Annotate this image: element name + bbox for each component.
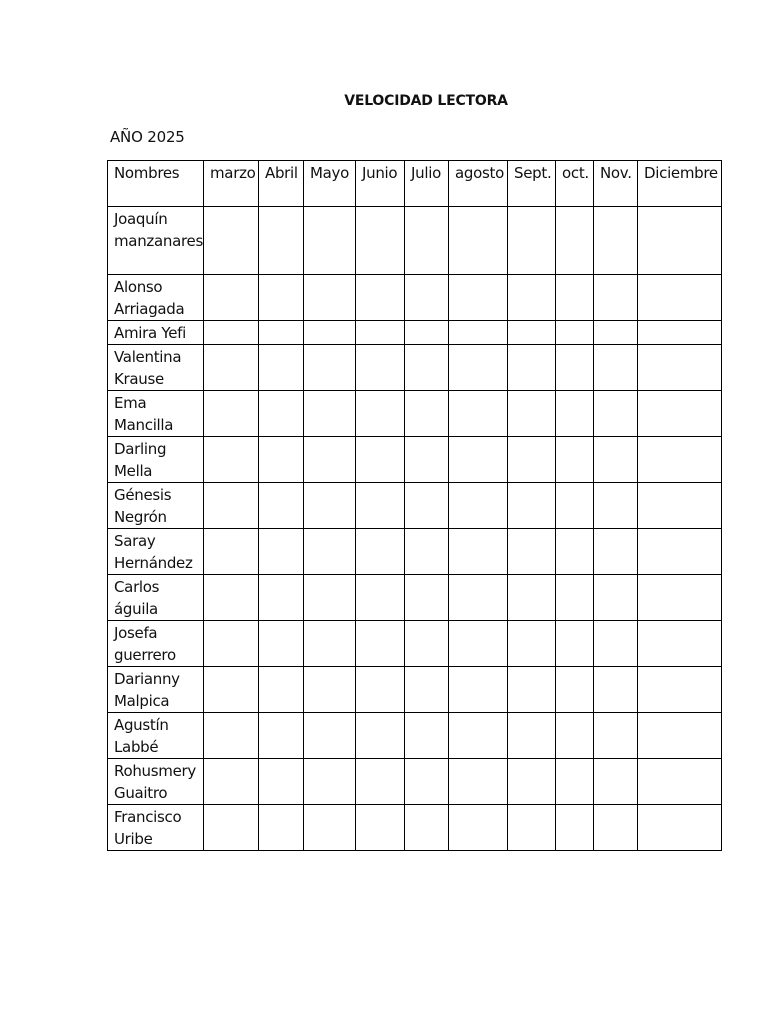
score-cell[interactable]: [204, 437, 259, 483]
score-cell[interactable]: [556, 321, 594, 345]
document-title: VELOCIDAD LECTORA: [344, 93, 508, 109]
score-cell[interactable]: [449, 713, 508, 759]
score-cell[interactable]: [405, 529, 449, 575]
score-cell[interactable]: [259, 621, 304, 667]
student-name-cell: Ema Mancilla: [108, 391, 204, 437]
student-name-cell: Génesis Negrón: [108, 483, 204, 529]
score-cell[interactable]: [556, 345, 594, 391]
score-cell[interactable]: [259, 667, 304, 713]
score-cell[interactable]: [356, 805, 405, 851]
table-row: [108, 805, 722, 851]
score-cell[interactable]: [356, 529, 405, 575]
score-cell[interactable]: [356, 575, 405, 621]
score-cell[interactable]: [638, 667, 722, 713]
score-cell[interactable]: [508, 805, 556, 851]
score-cell[interactable]: [508, 391, 556, 437]
score-cell[interactable]: [638, 321, 722, 345]
table-row: [108, 759, 722, 805]
score-cell[interactable]: [356, 207, 405, 275]
student-name-cell: Josefa guerrero: [108, 621, 204, 667]
score-cell[interactable]: [449, 483, 508, 529]
header-cell-agosto: agosto: [449, 161, 508, 207]
score-cell[interactable]: [204, 345, 259, 391]
table-row: [108, 621, 722, 667]
score-cell[interactable]: [405, 321, 449, 345]
score-cell[interactable]: [204, 391, 259, 437]
score-cell[interactable]: [594, 805, 638, 851]
score-cell[interactable]: [356, 391, 405, 437]
score-cell[interactable]: [405, 759, 449, 805]
score-cell[interactable]: [556, 207, 594, 275]
table-row: [108, 321, 722, 345]
score-cell[interactable]: [304, 345, 356, 391]
score-cell[interactable]: [304, 713, 356, 759]
score-cell[interactable]: [508, 575, 556, 621]
score-cell[interactable]: [449, 207, 508, 275]
score-cell[interactable]: [508, 483, 556, 529]
header-row: [108, 161, 722, 207]
score-cell[interactable]: [638, 391, 722, 437]
score-cell[interactable]: [259, 529, 304, 575]
score-cell[interactable]: [405, 275, 449, 321]
score-cell[interactable]: [204, 575, 259, 621]
score-cell[interactable]: [594, 575, 638, 621]
score-cell[interactable]: [449, 275, 508, 321]
score-cell[interactable]: [508, 437, 556, 483]
score-cell[interactable]: [556, 713, 594, 759]
score-cell[interactable]: [259, 483, 304, 529]
score-cell[interactable]: [508, 713, 556, 759]
score-cell[interactable]: [304, 575, 356, 621]
score-cell[interactable]: [556, 391, 594, 437]
score-cell[interactable]: [556, 483, 594, 529]
score-cell[interactable]: [304, 667, 356, 713]
score-cell[interactable]: [259, 345, 304, 391]
header-cell-abril: Abril: [259, 161, 304, 207]
score-cell[interactable]: [449, 391, 508, 437]
score-cell[interactable]: [356, 667, 405, 713]
score-cell[interactable]: [449, 321, 508, 345]
score-cell[interactable]: [405, 575, 449, 621]
student-name-cell: Rohusmery Guaitro: [108, 759, 204, 805]
student-name-cell: Darling Mella: [108, 437, 204, 483]
table-row: [108, 345, 722, 391]
score-cell[interactable]: [449, 805, 508, 851]
score-cell[interactable]: [508, 621, 556, 667]
score-cell[interactable]: [449, 345, 508, 391]
score-cell[interactable]: [405, 391, 449, 437]
table-row: [108, 529, 722, 575]
score-cell[interactable]: [356, 437, 405, 483]
score-cell[interactable]: [304, 529, 356, 575]
score-cell[interactable]: [304, 621, 356, 667]
score-cell[interactable]: [556, 529, 594, 575]
student-name-cell: Amira Yefi: [108, 321, 204, 345]
student-name-cell: Saray Hernández: [108, 529, 204, 575]
score-cell[interactable]: [556, 575, 594, 621]
score-cell[interactable]: [405, 483, 449, 529]
table-row: [108, 437, 722, 483]
score-cell[interactable]: [304, 391, 356, 437]
score-cell[interactable]: [594, 529, 638, 575]
score-cell[interactable]: [638, 575, 722, 621]
score-cell[interactable]: [304, 805, 356, 851]
score-cell[interactable]: [204, 667, 259, 713]
score-cell[interactable]: [638, 759, 722, 805]
score-cell[interactable]: [204, 321, 259, 345]
score-cell[interactable]: [638, 275, 722, 321]
score-cell[interactable]: [638, 621, 722, 667]
score-cell[interactable]: [304, 275, 356, 321]
header-cell-marzo: marzo: [204, 161, 259, 207]
table-row: [108, 483, 722, 529]
score-cell[interactable]: [594, 483, 638, 529]
score-cell[interactable]: [259, 391, 304, 437]
score-cell[interactable]: [594, 667, 638, 713]
year-line: AÑO 2025: [110, 128, 185, 146]
score-cell[interactable]: [508, 321, 556, 345]
header-cell-mayo: Mayo: [304, 161, 356, 207]
score-cell[interactable]: [356, 713, 405, 759]
score-cell[interactable]: [594, 713, 638, 759]
score-cell[interactable]: [405, 805, 449, 851]
score-cell[interactable]: [356, 345, 405, 391]
score-cell[interactable]: [508, 759, 556, 805]
table-row: [108, 391, 722, 437]
score-cell[interactable]: [508, 207, 556, 275]
score-cell[interactable]: [594, 437, 638, 483]
score-cell[interactable]: [204, 713, 259, 759]
table-row: [108, 575, 722, 621]
score-cell[interactable]: [259, 321, 304, 345]
score-cell[interactable]: [508, 345, 556, 391]
header-cell-julio: Julio: [405, 161, 449, 207]
score-cell[interactable]: [259, 713, 304, 759]
score-cell[interactable]: [259, 575, 304, 621]
score-cell[interactable]: [204, 529, 259, 575]
table-row: [108, 667, 722, 713]
score-cell[interactable]: [204, 275, 259, 321]
student-name-cell: Francisco Uribe: [108, 805, 204, 851]
score-cell[interactable]: [508, 667, 556, 713]
score-cell[interactable]: [259, 805, 304, 851]
score-cell[interactable]: [449, 575, 508, 621]
score-cell[interactable]: [594, 621, 638, 667]
score-cell[interactable]: [638, 483, 722, 529]
table-row: [108, 275, 722, 321]
header-cell-diciembre: Diciembre: [638, 161, 722, 207]
score-cell[interactable]: [259, 759, 304, 805]
student-name-cell: Carlos águila: [108, 575, 204, 621]
score-cell[interactable]: [449, 667, 508, 713]
score-cell[interactable]: [304, 437, 356, 483]
score-cell[interactable]: [449, 759, 508, 805]
score-cell[interactable]: [508, 275, 556, 321]
score-cell[interactable]: [405, 667, 449, 713]
score-cell[interactable]: [405, 345, 449, 391]
student-name-cell: Agustín Labbé: [108, 713, 204, 759]
header-cell-sept: Sept.: [508, 161, 556, 207]
score-cell[interactable]: [638, 529, 722, 575]
score-cell[interactable]: [405, 437, 449, 483]
score-cell[interactable]: [638, 207, 722, 275]
score-cell[interactable]: [556, 667, 594, 713]
score-cell[interactable]: [594, 345, 638, 391]
score-cell[interactable]: [638, 437, 722, 483]
student-name-cell: Joaquín manzanares: [108, 207, 204, 275]
score-cell[interactable]: [449, 529, 508, 575]
score-cell[interactable]: [259, 275, 304, 321]
score-cell[interactable]: [594, 207, 638, 275]
student-name-cell: Alonso Arriagada: [108, 275, 204, 321]
score-cell[interactable]: [356, 483, 405, 529]
score-cell[interactable]: [204, 207, 259, 275]
score-cell[interactable]: [356, 759, 405, 805]
score-cell[interactable]: [638, 713, 722, 759]
score-cell[interactable]: [556, 759, 594, 805]
score-cell[interactable]: [638, 345, 722, 391]
score-cell[interactable]: [356, 275, 405, 321]
header-cell-nov: Nov.: [594, 161, 638, 207]
header-cell-oct: oct.: [556, 161, 594, 207]
score-cell[interactable]: [594, 759, 638, 805]
score-cell[interactable]: [259, 207, 304, 275]
score-cell[interactable]: [405, 621, 449, 667]
score-cell[interactable]: [594, 321, 638, 345]
header-cell-nombres: Nombres: [108, 161, 204, 207]
score-cell[interactable]: [356, 621, 405, 667]
score-cell[interactable]: [405, 207, 449, 275]
student-name-cell: Valentina Krause: [108, 345, 204, 391]
table-body: [108, 207, 722, 851]
score-cell[interactable]: [356, 321, 405, 345]
header-cell-junio: Junio: [356, 161, 405, 207]
score-cell[interactable]: [556, 437, 594, 483]
score-cell[interactable]: [304, 207, 356, 275]
score-cell[interactable]: [304, 321, 356, 345]
score-cell[interactable]: [556, 275, 594, 321]
score-cell[interactable]: [304, 483, 356, 529]
score-cell[interactable]: [449, 437, 508, 483]
table-row: [108, 207, 722, 275]
reading-speed-table: [107, 160, 722, 851]
score-cell[interactable]: [556, 805, 594, 851]
student-name-cell: Darianny Malpica: [108, 667, 204, 713]
score-cell[interactable]: [638, 805, 722, 851]
score-cell[interactable]: [204, 759, 259, 805]
score-cell[interactable]: [594, 275, 638, 321]
table-row: [108, 713, 722, 759]
score-cell[interactable]: [204, 483, 259, 529]
score-cell[interactable]: [594, 391, 638, 437]
score-cell[interactable]: [204, 621, 259, 667]
score-cell[interactable]: [204, 805, 259, 851]
score-cell[interactable]: [449, 621, 508, 667]
score-cell[interactable]: [556, 621, 594, 667]
score-cell[interactable]: [508, 529, 556, 575]
score-cell[interactable]: [304, 759, 356, 805]
score-cell[interactable]: [259, 437, 304, 483]
score-cell[interactable]: [405, 713, 449, 759]
